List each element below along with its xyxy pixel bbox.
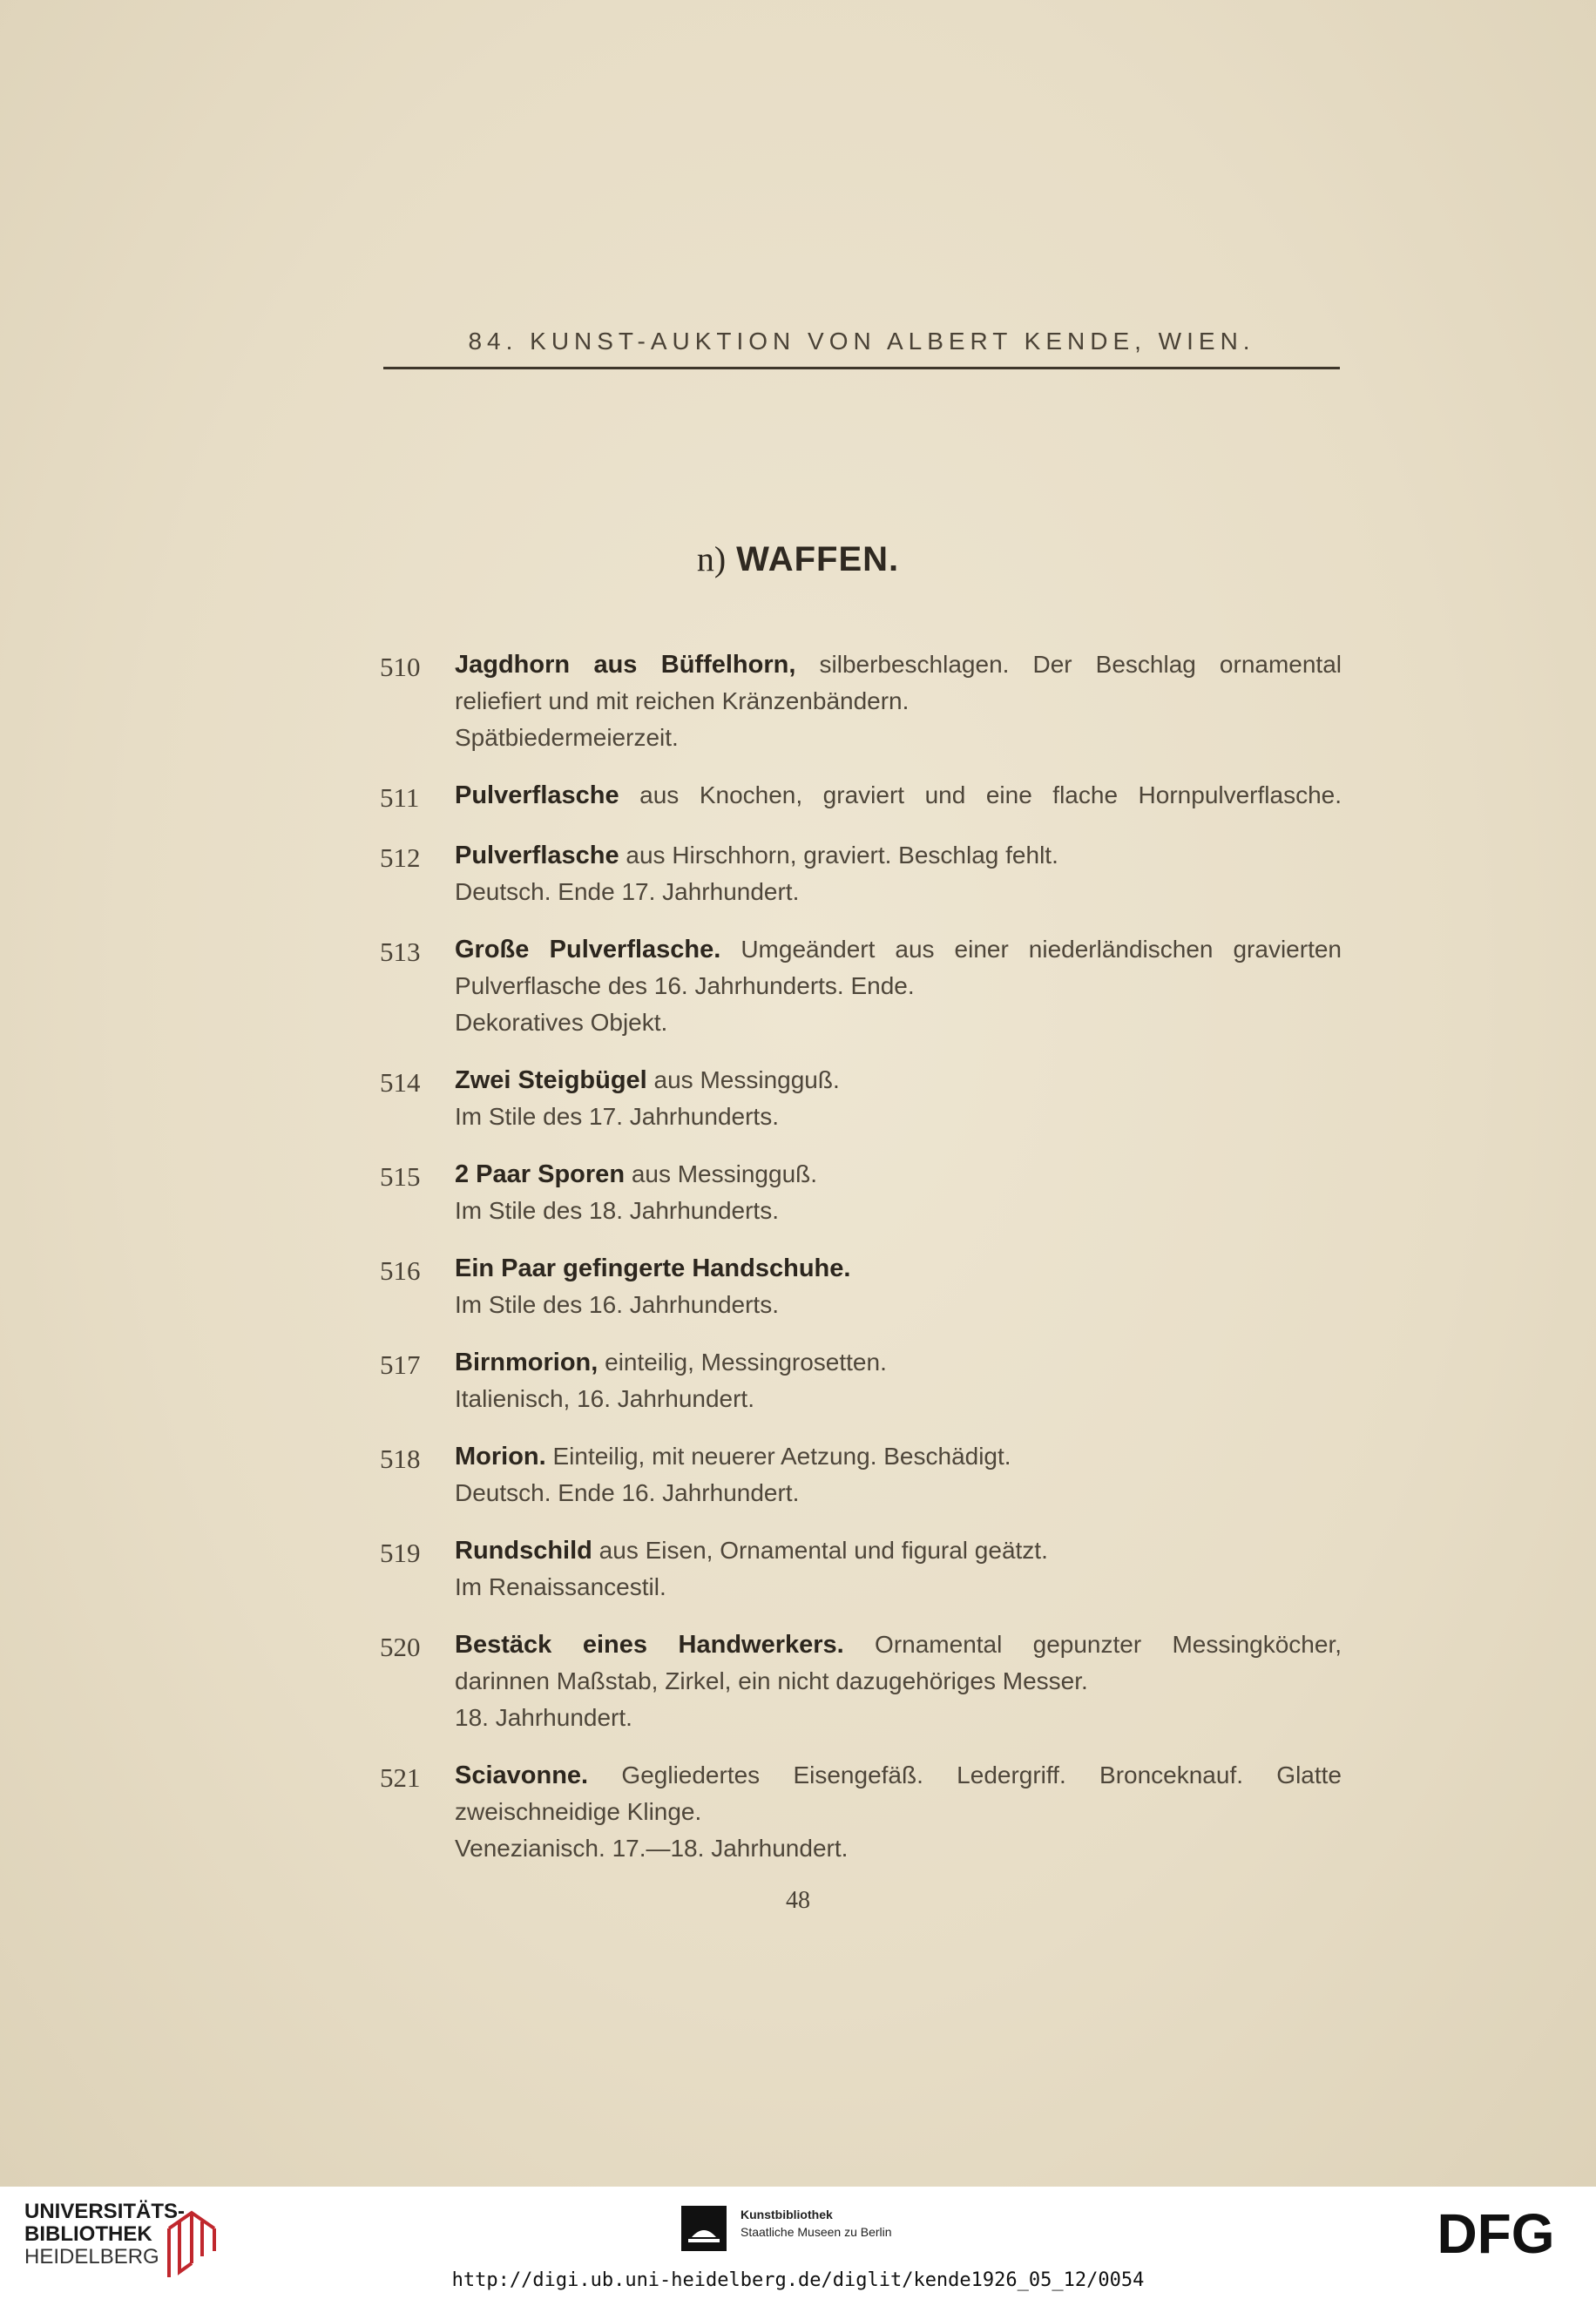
entry-line: Im Stile des 18. Jahrhunderts.: [455, 1197, 779, 1224]
catalog-entry: [380, 1156, 1342, 1229]
dfg-logo-text: DFG: [1437, 2206, 1555, 2260]
entry-name: Sciavonne.: [455, 1761, 589, 1789]
ub-logo-line: HEIDELBERG: [24, 2245, 159, 2269]
catalog-entry: [380, 1438, 1342, 1511]
entry-number: 517: [380, 1349, 421, 1380]
entry-line: Rundschild aus Eisen, Ornamental und figural geätzt.: [455, 1537, 1048, 1565]
entry-name: Zwei Steigbügel: [455, 1066, 647, 1094]
kunstbibliothek-mark-icon: [681, 2206, 727, 2251]
catalog-entry: [380, 1532, 1342, 1606]
entry-line: Spätbiedermeierzeit.: [455, 724, 679, 751]
catalog-entry: [380, 1250, 1342, 1323]
entry-number: 513: [380, 937, 421, 967]
entry-line: Jagdhorn aus Büffelhorn, silberbeschlagen. Der Beschlag ornamental: [455, 651, 1342, 679]
entry-name: Ein Paar gefingerte Handschuhe.: [455, 1254, 851, 1282]
entry-number: 511: [380, 782, 420, 813]
entry-line: 2 Paar Sporen aus Messingguß.: [455, 1160, 818, 1188]
entry-line: Morion. Einteilig, mit neuerer Aetzung. Beschädigt.: [455, 1443, 1011, 1471]
entry-line: Im Renaissancestil.: [455, 1573, 666, 1600]
entry-line: Venezianisch. 17.—18. Jahrhundert.: [455, 1835, 849, 1862]
catalog-entry: [380, 1626, 1342, 1736]
entry-line: Im Stile des 16. Jahrhunderts.: [455, 1291, 779, 1318]
entry-number: 516: [380, 1255, 421, 1286]
ub-logo-line: BIBLIOTHEK: [24, 2222, 152, 2246]
catalog-entry: [380, 931, 1342, 1041]
entry-line: darinnen Maßstab, Zirkel, ein nicht dazugehöriges Messer.: [455, 1667, 1088, 1694]
entry-name: Große Pulverflasche.: [455, 936, 721, 964]
permalink-url[interactable]: http://digi.ub.uni-heidelberg.de/diglit/kende1926_05_12/0054: [451, 2269, 1145, 2291]
entry-line: Deutsch. Ende 16. Jahrhundert.: [455, 1479, 800, 1506]
entry-number: 519: [380, 1538, 421, 1568]
dfg-logo[interactable]: [1422, 2206, 1570, 2260]
entry-number: 514: [380, 1067, 421, 1098]
entry-line: zweischneidige Klinge.: [455, 1798, 702, 1825]
entry-line: Pulverflasche aus Hirschhorn, graviert. Beschlag fehlt.: [455, 842, 1058, 869]
entry-number: 515: [380, 1161, 421, 1192]
entry-name: Morion.: [455, 1443, 546, 1471]
entry-line: Deutsch. Ende 17. Jahrhundert.: [455, 878, 800, 905]
catalog-entry: [380, 646, 1342, 756]
page-number: 48: [786, 1887, 810, 1914]
kb-logo-line: Kunstbibliothek: [741, 2208, 833, 2221]
header-rule: [383, 367, 1340, 369]
entry-line: Dekoratives Objekt.: [455, 1009, 668, 1036]
entry-line: Birnmorion, einteilig, Messingrosetten.: [455, 1349, 887, 1376]
entry-line: reliefiert und mit reichen Kränzenbändern.: [455, 687, 910, 714]
kunstbibliothek-logo[interactable]: [681, 2202, 1082, 2255]
entry-number: 518: [380, 1444, 421, 1474]
kb-logo-line: Staatliche Museen zu Berlin: [741, 2225, 892, 2239]
entry-line: Pulverflasche des 16. Jahrhunderts. Ende.: [455, 972, 915, 999]
section-prefix: n): [696, 539, 727, 578]
running-header: 84. KUNST-AUKTION VON ALBERT KENDE, WIEN.: [468, 328, 1255, 355]
catalog-entries: [380, 646, 1342, 1888]
ub-logo-line: UNIVERSITÄTS-: [24, 2200, 186, 2223]
entry-line: Im Stile des 17. Jahrhunderts.: [455, 1103, 779, 1130]
entry-number: 521: [380, 1762, 421, 1793]
entry-name: 2 Paar Sporen: [455, 1160, 626, 1188]
entry-line: Große Pulverflasche. Umgeändert aus einer niederländischen gravierten: [455, 936, 1342, 964]
entry-name: Rundschild: [455, 1537, 592, 1565]
entry-line: Zwei Steigbügel aus Messingguß.: [455, 1066, 840, 1094]
catalog-entry: [380, 1062, 1342, 1135]
entry-line: 18. Jahrhundert.: [455, 1704, 632, 1731]
entry-line: Bestäck eines Handwerkers. Ornamental gepunzter Messingköcher,: [455, 1631, 1342, 1659]
catalog-entry: [380, 1757, 1342, 1867]
catalog-entry: [380, 1344, 1342, 1417]
entry-name: Pulverflasche: [455, 842, 619, 869]
catalog-entry: [380, 777, 1342, 816]
entry-number: 510: [380, 652, 421, 682]
digitization-footer: [0, 2187, 1596, 2299]
entry-line: Sciavonne. Gegliedertes Eisengefäß. Ledergriff. Bronceknauf. Glatte: [455, 1761, 1342, 1789]
entry-number: 512: [380, 842, 421, 873]
entry-name: Birnmorion,: [455, 1349, 598, 1376]
entry-line: [455, 1250, 1342, 1287]
entry-name: Pulverflasche: [455, 781, 619, 809]
entry-line: Italienisch, 16. Jahrhundert.: [455, 1385, 754, 1412]
entry-name: Bestäck eines Handwerkers.: [455, 1631, 844, 1659]
entry-line: Pulverflasche aus Knochen, graviert und eine flache Hornpulverflasche.: [455, 781, 1342, 809]
section-name: WAFFEN.: [736, 540, 900, 578]
entry-name: Jagdhorn aus Büffelhorn,: [455, 651, 796, 679]
catalog-entry: [380, 837, 1342, 910]
entry-number: 520: [380, 1632, 421, 1662]
section-title: [0, 538, 1596, 579]
